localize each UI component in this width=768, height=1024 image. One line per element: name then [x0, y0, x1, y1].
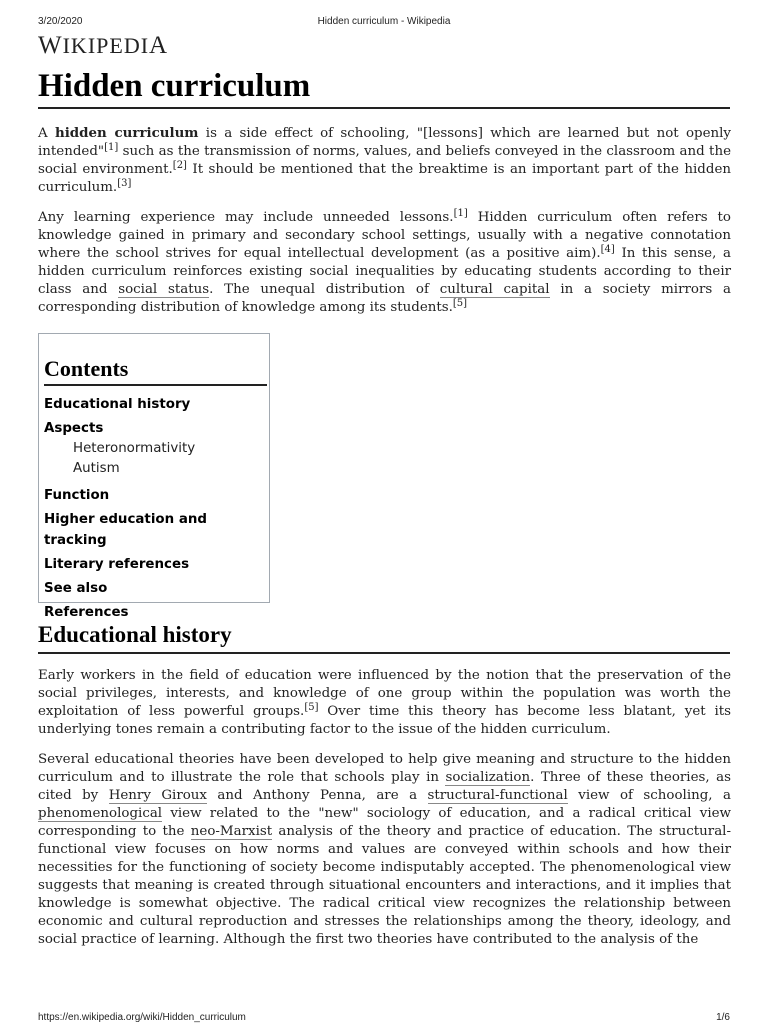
text-run: is a side effect of schooling, "[lessons] which are learned but not openly intended" [38, 126, 732, 159]
text-run: view related to the "new" sociology of education, and a radical critical view corresponding to the [38, 806, 731, 839]
wordmark-initial: W [38, 32, 63, 59]
text-run: . The unequal distribution of [209, 282, 440, 297]
intro-paragraph-2 [38, 209, 731, 317]
wikipedia-wordmark[interactable] [38, 32, 168, 60]
section-paragraph-1 [38, 667, 731, 739]
text-run: In this sense, a hidden curriculum reinforces existing social inequalities by educating students according to their class and [38, 246, 731, 297]
text-run: analysis of the theory and practice of education. The structural-functional view focuses on how norms and values are conveyed within schools and how their necessities for the functioning of society become indisputably accepted. The phenomenological view suggests that meaning is created through situational encounters and interactions, and it implies that knowledge is somewhat objective. The radical critical view recognizes the relationship between economic and cultural reproduction and stresses the relationships among the theory, ideology, and social practice of learning. Although the first two theories have contributed to the analysis of the [38, 824, 731, 947]
link-social-status[interactable]: social status [118, 282, 210, 297]
ref-link[interactable]: [1] [104, 142, 119, 153]
ref-link[interactable]: [1] [453, 208, 468, 219]
link-neo-marxist[interactable]: neo-Marxist [190, 824, 273, 839]
text-run: Over time this theory has become less blatant, yet its underlying tones remain a contributing factor to the issue of the hidden curriculum. [38, 704, 731, 737]
ref-link[interactable]: [3] [117, 178, 132, 189]
text-run: such as the transmission of norms, values, and beliefs conveyed in the classroom and the social environment. [38, 144, 731, 177]
intro-content [38, 124, 731, 329]
text-run: Hidden curriculum often refers to knowledge gained in primary and secondary school settings, usually with a negative connotation where the school strives for equal intellectual development (as a positive aim). [38, 210, 731, 261]
text-run: Several educational theories have been developed to help give meaning and structure to the hidden curriculum and to illustrate the role that schools play in [38, 752, 731, 785]
text-run: . Three of these theories, as cited by [38, 770, 731, 803]
wordmark-final: A [149, 32, 169, 59]
section-paragraph-2 [38, 751, 731, 949]
link-cultural-capital[interactable]: cultural capital [439, 282, 550, 297]
toc-item-higher-education[interactable]: Higher education and tracking [44, 512, 207, 548]
text-run: Early workers in the field of education were influenced by the notion that the preservation of the social privileges, interests, and knowledge of one group within the population was worth the exploitation of less powerful groups. [38, 668, 731, 719]
toc-item-autism[interactable]: Autism [73, 461, 120, 476]
section-heading-educational-history: Educational history [38, 620, 730, 654]
wordmark-middle: IKIPEDI [62, 33, 150, 58]
link-henry-giroux[interactable]: Henry Giroux [108, 788, 207, 803]
intro-paragraph-1 [38, 124, 731, 197]
text-run: in a society mirrors a corresponding distribution of knowledge among its students. [38, 282, 731, 315]
ref-link[interactable]: [5] [304, 702, 319, 713]
toc-group-aspects [44, 418, 264, 479]
ref-link[interactable]: [4] [600, 244, 615, 255]
text-run: and Anthony Penna, are a [206, 788, 428, 803]
toc-item-see-also[interactable]: See also [44, 581, 108, 596]
text-run: It should be mentioned that the breaktime is an important part of the hidden curriculum. [38, 162, 732, 195]
print-page-number: 1/6 [716, 1012, 730, 1023]
toc-item-references[interactable]: References [44, 605, 129, 620]
link-phenomenological[interactable]: phenomenological [38, 806, 163, 821]
section-content [38, 667, 731, 961]
print-page-title: Hidden curriculum - Wikipedia [317, 16, 451, 27]
print-header [38, 16, 730, 30]
ref-link[interactable]: [5] [452, 298, 468, 309]
link-socialization[interactable]: socialization [445, 770, 531, 785]
print-url[interactable]: https://en.wikipedia.org/wiki/Hidden_curriculum [38, 1012, 246, 1023]
bold-term: hidden curriculum [54, 125, 199, 141]
toc-item-aspects[interactable]: Aspects [44, 421, 104, 436]
page-title: Hidden curriculum [38, 66, 730, 109]
toc-item-educational-history[interactable]: Educational history [44, 397, 191, 412]
ref-link[interactable]: [2] [172, 160, 187, 171]
table-of-contents [38, 333, 270, 620]
toc-item-literary-references[interactable]: Literary references [44, 557, 190, 572]
text-run: A [38, 126, 55, 141]
link-structural-functional[interactable]: structural-functional [427, 788, 568, 803]
text-run: view of schooling, a [567, 788, 731, 803]
toc-item-function[interactable]: Function [44, 488, 110, 503]
print-date: 3/20/2020 [38, 16, 83, 27]
text-run: Any learning experience may include unneeded lessons. [38, 210, 454, 225]
toc-title: Contents [44, 356, 267, 386]
toc-item-heteronormativity[interactable]: Heteronormativity [73, 441, 196, 456]
